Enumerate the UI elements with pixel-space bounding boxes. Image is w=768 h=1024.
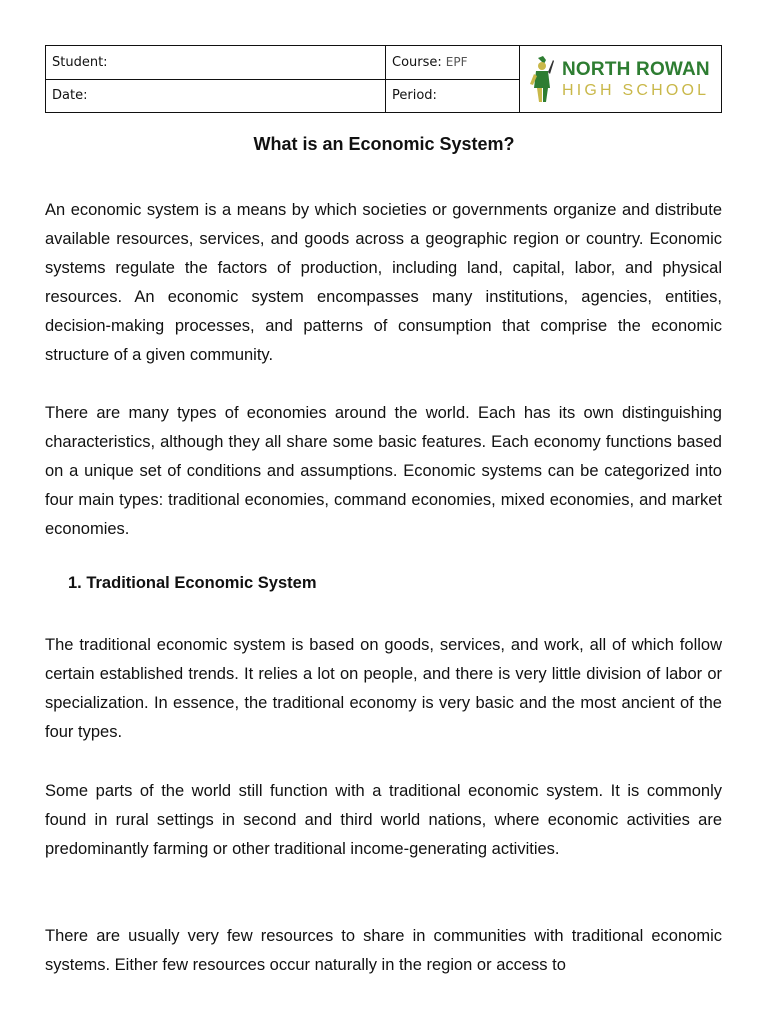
logo-school-name: NORTH ROWAN: [562, 58, 710, 80]
course-label: Course:: [392, 54, 442, 70]
paragraph-traditional-2: Some parts of the world still function with a traditional economic system. It is commonly found in rural settings in second and third world nations, where economic activities are predominantly farming or other traditional income-generating activities.: [45, 782, 722, 858]
period-label: Period:: [392, 88, 437, 104]
student-date-cell: [46, 46, 386, 112]
knight-mascot-icon: [528, 54, 556, 104]
page-title: What is an Economic System?: [253, 134, 515, 154]
paragraph-traditional-3: There are usually very few resources to share in communities with traditional economic systems. Either few resources occur naturally in the region or access to: [45, 927, 722, 974]
student-field[interactable]: [46, 46, 385, 79]
school-logo: [520, 46, 721, 112]
logo-school-type: HIGH SCHOOL: [562, 81, 710, 99]
period-field[interactable]: [386, 79, 519, 113]
student-label: Student:: [52, 54, 108, 70]
date-field[interactable]: [46, 79, 385, 113]
section-heading: 1. Traditional Economic System: [68, 574, 317, 592]
course-field[interactable]: [386, 46, 519, 79]
course-period-cell: [386, 46, 520, 112]
paragraph-types: There are many types of economies around the world. Each has its own distinguishing characteristics, although they all share some basic features. Each economy functions based on a unique set of conditions and assumptions. Economic systems can be categorized into four main types: traditional economies, command economies, mixed economies, and market economies.: [45, 404, 722, 538]
header-table: [45, 45, 722, 113]
date-label: Date:: [52, 88, 88, 104]
paragraph-traditional-1: The traditional economic system is based on goods, services, and work, all of which follow certain established trends. It relies a lot on people, and there is very little division of labor or specialization. In essence, the traditional economy is very basic and the most ancient of the four types.: [45, 636, 722, 741]
paragraph-intro: An economic system is a means by which societies or governments organize and distribute available resources, services, and goods across a geographic region or country. Economic systems regulate the factors of production, including land, capital, labor, and physical resources. An economic system encompasses many institutions, agencies, entities, decision-making processes, and patterns of consumption that comprise the economic structure of a given community.: [45, 201, 722, 364]
course-value: EPF: [445, 55, 468, 70]
